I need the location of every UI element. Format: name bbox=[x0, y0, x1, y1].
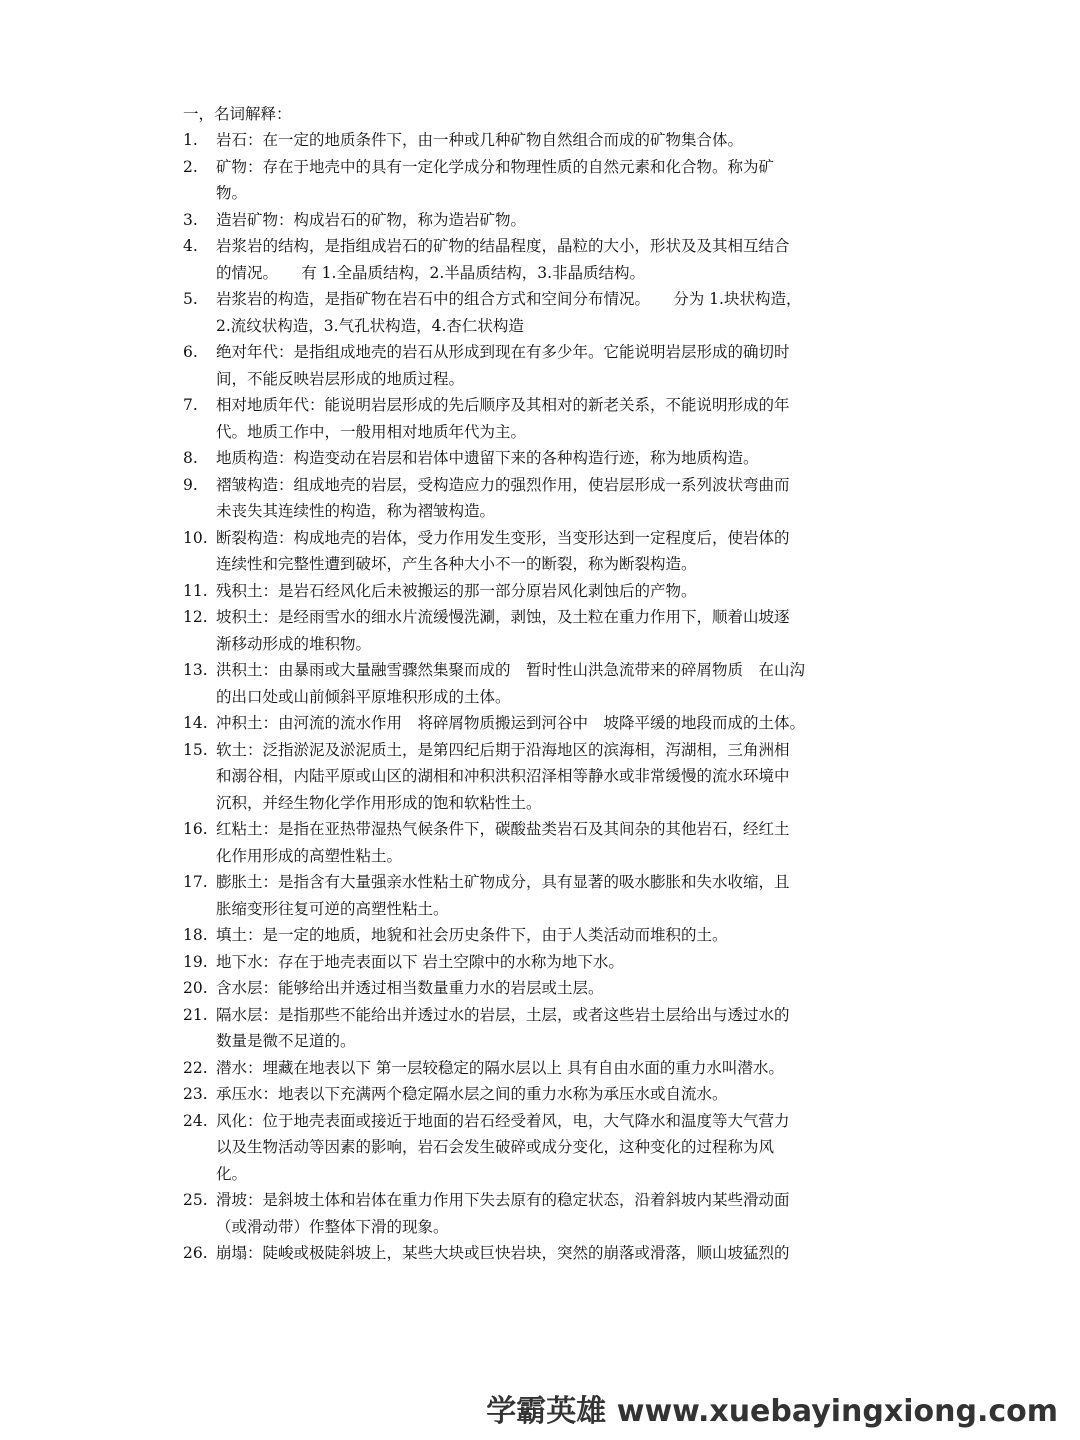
item-text-line: 和溺谷相，内陆平原或山区的湖相和冲积洪积沼泽相等静水或非常缓慢的流水环境中 bbox=[216, 767, 790, 785]
item-number: 2. bbox=[183, 157, 198, 176]
item-text-line: 的出口处或山前倾斜平原堆积形成的土体。 bbox=[216, 687, 511, 706]
item-text-line: 岩石：在一定的地质条件下，由一种或几种矿物自然组合而成的矿物集合体。 bbox=[216, 131, 744, 149]
item-text-line: 连续性和完整性遭到破坏，产生各种大小不一的断裂，称为断裂构造。 bbox=[216, 555, 697, 573]
item-text-line: 滑坡：是斜坡土体和岩体在重力作用下失去原有的稳定状态，沿着斜坡内某些滑动面 bbox=[216, 1191, 790, 1209]
item-text-line: 化作用形成的高塑性粘土。 bbox=[216, 846, 403, 865]
item-number: 21. bbox=[183, 1005, 208, 1024]
item-text-line: 软土：泛指淤泥及淤泥质土，是第四纪后期于沿海地区的滨海相，泻湖相，三角洲相 bbox=[216, 740, 790, 759]
item-text-line: 红粘土：是指在亚热带湿热气候条件下，碳酸盐类岩石及其间杂的其他岩石，经红土 bbox=[216, 820, 790, 838]
item-number: 23. bbox=[183, 1085, 208, 1103]
list-item bbox=[183, 604, 903, 657]
list-item bbox=[183, 1187, 903, 1240]
list-item bbox=[183, 1240, 903, 1267]
item-number: 7. bbox=[183, 396, 198, 414]
list-item bbox=[183, 286, 903, 339]
item-number: 15. bbox=[183, 740, 208, 759]
item-number: 11. bbox=[183, 581, 208, 600]
item-text-line: 岩浆岩的结构，是指组成岩石的矿物的结晶程度，晶粒的大小，形状及及其相互结合 bbox=[216, 237, 790, 255]
item-number: 12. bbox=[183, 608, 208, 626]
item-text-line: 崩塌：陡峻或极陡斜坡上，某些大块或巨快岩块，突然的崩落或滑落，顺山坡猛烈的 bbox=[216, 1244, 790, 1262]
list-item bbox=[183, 816, 903, 869]
item-text-line: 沉积，并经生物化学作用形成的饱和软粘性土。 bbox=[216, 793, 542, 812]
item-text-line: 渐移动形成的堆积物。 bbox=[216, 634, 372, 653]
item-text-line: 胀缩变形往复可逆的高塑性粘土。 bbox=[216, 899, 449, 918]
list-item bbox=[183, 472, 903, 525]
item-number: 9. bbox=[183, 475, 198, 494]
item-text-line: 地下水：存在于地壳表面以下 岩土空隙中的水称为地下水。 bbox=[216, 952, 624, 971]
item-text-line: 承压水：地表以下充满两个稳定隔水层之间的重力水称为承压水或自流水。 bbox=[216, 1085, 728, 1103]
item-number: 18. bbox=[183, 926, 208, 944]
list-item bbox=[183, 207, 903, 234]
item-number: 10. bbox=[183, 528, 208, 547]
item-text-line: 冲积土：由河流的流水作用 将碎屑物质搬运到河谷中 坡降平缓的地段而成的土体。 bbox=[216, 714, 806, 732]
item-number: 3. bbox=[183, 210, 198, 229]
list-item bbox=[183, 233, 903, 286]
item-text-line: 绝对年代：是指组成地壳的岩石从形成到现在有多少年。它能说明岩层形成的确切时 bbox=[216, 343, 790, 361]
item-text-line: 填土：是一定的地质，地貌和社会历史条件下，由于人类活动而堆积的土。 bbox=[216, 926, 728, 944]
list-item bbox=[183, 1002, 903, 1055]
list-item bbox=[183, 127, 903, 154]
item-number: 20. bbox=[183, 979, 208, 997]
item-number: 17. bbox=[183, 873, 208, 891]
list-item bbox=[183, 339, 903, 392]
list-item bbox=[183, 392, 903, 445]
item-text-line: 断裂构造：构成地壳的岩体，受力作用发生变形，当变形达到一定程度后，使岩体的 bbox=[216, 528, 790, 547]
item-text-line: 风化：位于地壳表面或接近于地面的岩石经受着风，电，大气降水和温度等大气营力 bbox=[216, 1111, 790, 1130]
list-item bbox=[183, 578, 903, 605]
item-text-line: 潜水：埋藏在地表以下 第一层较稳定的隔水层以上 具有自由水面的重力水叫潜水。 bbox=[216, 1058, 784, 1077]
item-text-line: 隔水层：是指那些不能给出并透过水的岩层，土层，或者这些岩土层给出与透过水的 bbox=[216, 1005, 790, 1024]
list-item bbox=[183, 710, 903, 737]
item-text-line: 造岩矿物：构成岩石的矿物，称为造岩矿物。 bbox=[216, 210, 527, 229]
list-item bbox=[183, 975, 903, 1002]
item-number: 26. bbox=[183, 1244, 208, 1262]
item-number: 25. bbox=[183, 1191, 208, 1209]
list-item bbox=[183, 1108, 903, 1188]
list-item bbox=[183, 922, 903, 949]
list-item bbox=[183, 869, 903, 922]
list-item bbox=[183, 154, 903, 207]
item-text-line: 岩浆岩的构造，是指矿物在岩石中的组合方式和空间分布情况。 分为 1.块状构造， bbox=[216, 290, 802, 308]
item-text-line: 间，不能反映岩层形成的地质过程。 bbox=[216, 369, 465, 388]
item-text-line: 膨胀土：是指含有大量强亲水性粘土矿物成分，具有显著的吸水膨胀和失水收缩，且 bbox=[216, 873, 790, 891]
section-title: 一，名词解释： bbox=[183, 105, 292, 123]
item-number: 6. bbox=[183, 343, 198, 361]
item-text-line: 数量是微不足道的。 bbox=[216, 1032, 356, 1050]
item-text-line: 未丧失其连续性的构造，称为褶皱构造。 bbox=[216, 502, 496, 520]
item-number: 13. bbox=[183, 661, 208, 679]
list-item bbox=[183, 737, 903, 817]
item-text-line: 的情况。 有 1.全晶质结构，2.半晶质结构，3.非晶质结构。 bbox=[216, 263, 646, 282]
item-text-line: 地质构造：构造变动在岩层和岩体中遗留下来的各种构造行迹，称为地质构造。 bbox=[216, 449, 759, 467]
list-item bbox=[183, 1081, 903, 1108]
item-number: 5. bbox=[183, 290, 198, 308]
list-item bbox=[183, 445, 903, 472]
item-number: 1. bbox=[183, 131, 198, 149]
item-text-line: 相对地质年代：能说明岩层形成的先后顺序及其相对的新老关系，不能说明形成的年 bbox=[216, 396, 790, 414]
item-text-line: 代。地质工作中，一般用相对地质年代为主。 bbox=[216, 422, 527, 441]
item-number: 14. bbox=[183, 714, 208, 732]
item-number: 24. bbox=[183, 1111, 208, 1130]
item-text-line: 化。 bbox=[216, 1164, 248, 1183]
item-number: 8. bbox=[183, 449, 198, 467]
list-item bbox=[183, 525, 903, 578]
list-item bbox=[183, 1055, 903, 1082]
item-text-line: 洪积土：由暴雨或大量融雪骤然集聚而成的 暂时性山洪急流带来的碎屑物质 在山沟 bbox=[216, 661, 806, 679]
term-list bbox=[183, 127, 903, 1267]
item-text-line: 物。 bbox=[216, 184, 248, 202]
item-text-line: （或滑动带）作整体下滑的现象。 bbox=[216, 1217, 449, 1236]
item-number: 4. bbox=[183, 237, 198, 255]
item-text-line: 残积土：是岩石经风化后未被搬运的那一部分原岩风化剥蚀后的产物。 bbox=[216, 581, 697, 600]
item-text-line: 褶皱构造：组成地壳的岩层，受构造应力的强烈作用，使岩层形成一系列波状弯曲而 bbox=[216, 475, 790, 494]
item-text-line: 矿物：存在于地壳中的具有一定化学成分和物理性质的自然元素和化合物。称为矿 bbox=[216, 157, 775, 176]
item-text-line: 以及生物活动等因素的影响，岩石会发生破碎或成分变化，这种变化的过程称为风 bbox=[216, 1138, 775, 1156]
list-item bbox=[183, 949, 903, 976]
item-text-line: 坡积土：是经雨雪水的细水片流缓慢洗涮，剥蚀，及土粒在重力作用下，顺着山坡逐 bbox=[216, 608, 790, 626]
watermark-text: 学霸英雄 www.xuebayingxiong.com bbox=[486, 1394, 1058, 1429]
list-item bbox=[183, 657, 903, 710]
item-number: 16. bbox=[183, 820, 208, 838]
item-text-line: 含水层：能够给出并透过相当数量重力水的岩层或土层。 bbox=[216, 979, 604, 997]
item-number: 19. bbox=[183, 952, 208, 971]
item-number: 22. bbox=[183, 1058, 208, 1077]
item-text-line: 2.流纹状构造，3.气孔状构造，4.杏仁状构造 bbox=[216, 316, 524, 335]
